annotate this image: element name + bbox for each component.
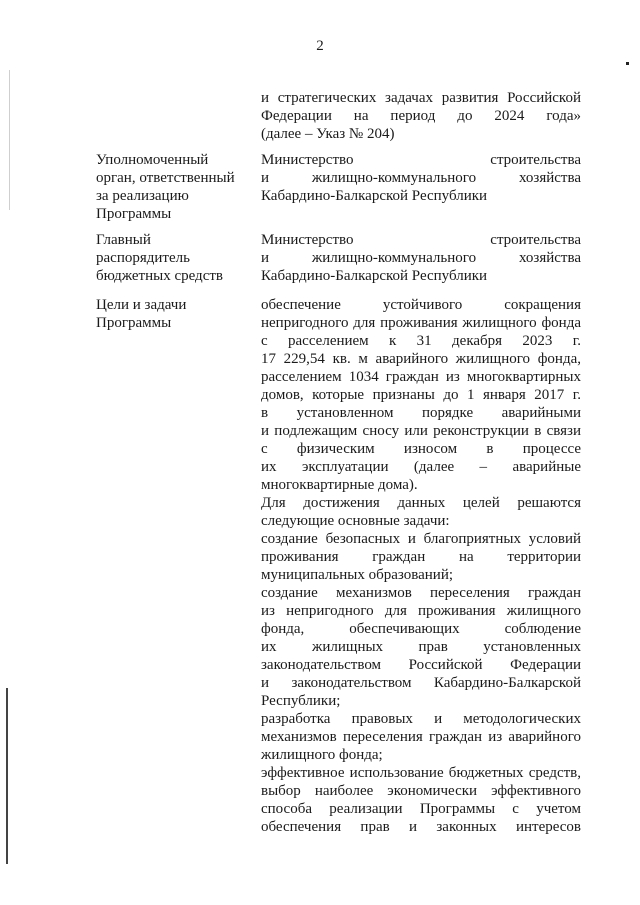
label-line: Главный — [96, 232, 151, 248]
scan-mark-left-edge — [6, 688, 8, 864]
value-line: и жилищно-коммунального хозяйства — [261, 250, 581, 266]
value-line: непригодного для проживания жилищного фонда — [261, 315, 581, 331]
label-line: Цели и задачи — [96, 297, 187, 313]
value-line: многоквартирные дома). — [261, 477, 418, 493]
value-line: с расселением к 31 декабря 2023 г. — [261, 333, 581, 349]
scan-mark-left-faint — [9, 70, 10, 210]
label-line: орган, ответственный — [96, 170, 235, 186]
label-line: Программы — [96, 315, 172, 331]
value-line: Кабардино-Балкарской Республики — [261, 268, 488, 284]
value-line: Для достижения данных целей решаются — [261, 495, 581, 511]
text-line: Федерации на период до 2024 года» — [261, 108, 581, 124]
row-label — [96, 231, 246, 285]
page-number: 2 — [316, 38, 324, 54]
value-line: следующие основные задачи: — [261, 513, 450, 529]
value-line: 17 229,54 кв. м аварийного жилищного фонда, — [261, 351, 581, 367]
value-line: обеспечения прав и законных интересов — [261, 819, 581, 835]
value-line: Министерство строительства — [261, 232, 581, 248]
row-label — [96, 151, 246, 223]
value-line: Кабардино-Балкарской Республики — [261, 188, 488, 204]
value-line: создание безопасных и благоприятных условий — [261, 531, 581, 547]
row-value — [261, 296, 581, 836]
row-value — [261, 231, 581, 285]
value-line: разработка правовых и методологических — [261, 711, 581, 727]
continuation-text — [261, 89, 581, 143]
value-line: законодательством Российской Федерации — [261, 657, 581, 673]
row-label — [96, 296, 246, 332]
value-line: и подлежащим сносу или реконструкции в связи — [261, 423, 581, 439]
value-line: эффективное использование бюджетных средств, — [261, 765, 581, 781]
label-line: бюджетных средств — [96, 268, 223, 284]
value-line: фонда, обеспечивающих соблюдение — [261, 621, 581, 637]
value-line: в установленном порядке аварийными — [261, 405, 581, 421]
text-line: (далее – Указ № 204) — [261, 126, 395, 142]
value-line: расселением 1034 граждан из многоквартирных — [261, 369, 581, 385]
scan-mark-top-right — [626, 62, 629, 65]
value-line: Министерство строительства — [261, 152, 581, 168]
value-line: их эксплуатации (далее – аварийные — [261, 459, 581, 475]
text-line: и стратегических задачах развития Российской — [261, 90, 581, 106]
label-line: Уполномоченный — [96, 152, 209, 168]
label-line: распорядитель — [96, 250, 190, 266]
row-value — [261, 151, 581, 205]
value-line: механизмов переселения граждан из аварийного — [261, 729, 581, 745]
value-line: из непригодного для проживания жилищного — [261, 603, 581, 619]
value-line: и законодательством Кабардино-Балкарской — [261, 675, 581, 691]
label-line: за реализацию — [96, 188, 189, 204]
value-line: с физическим износом в процессе — [261, 441, 581, 457]
value-line: и жилищно-коммунального хозяйства — [261, 170, 581, 186]
value-line: выбор наиболее экономически эффективного — [261, 783, 581, 799]
value-line: проживания граждан на территории — [261, 549, 581, 565]
label-line: Программы — [96, 206, 172, 222]
value-line: муниципальных образований; — [261, 567, 454, 583]
value-line: домов, которые признаны до 1 января 2017 г. — [261, 387, 581, 403]
value-line: способа реализации Программы с учетом — [261, 801, 581, 817]
value-line: создание механизмов переселения граждан — [261, 585, 581, 601]
value-line: Республики; — [261, 693, 341, 709]
value-line: обеспечение устойчивого сокращения — [261, 297, 581, 313]
value-line: жилищного фонда; — [261, 747, 383, 763]
value-line: их жилищных прав установленных — [261, 639, 581, 655]
